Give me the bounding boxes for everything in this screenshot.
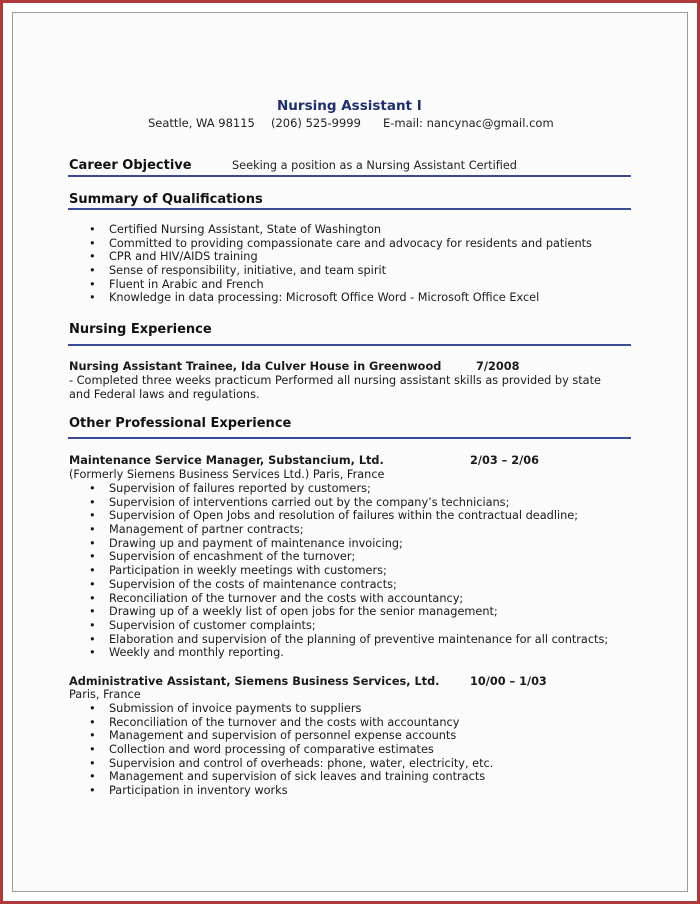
list-item-text: Sense of responsibility, initiative, and team spirit (109, 264, 387, 278)
list-item-text: Collection and word processing of comparative estimates (109, 743, 434, 757)
list-item-text: Supervision of interventions carried out by the company’s technicians; (109, 495, 510, 509)
list-item-text: Knowledge in data processing: Microsoft Office Word - Microsoft Office Excel (109, 291, 540, 305)
list-item-text: Supervision of the costs of maintenance contracts; (109, 577, 397, 591)
bullet-icon: • (89, 618, 96, 632)
career-objective-text: Seeking a position as a Nursing Assistant Certified (232, 159, 517, 172)
bullet-icon: • (89, 495, 96, 509)
list-item-text: Certified Nursing Assistant, State of Washington (109, 223, 382, 236)
section-divider (68, 208, 631, 210)
bullet-icon: • (89, 236, 96, 250)
bullet-icon: • (89, 646, 96, 660)
nursing-job-description: - Completed three weeks practicum Performed all nursing assistant skills as provided by state (69, 374, 601, 387)
bullet-icon: • (89, 591, 96, 605)
section-divider (68, 175, 631, 177)
bullet-icon: • (89, 264, 96, 278)
section-divider (68, 437, 631, 439)
list-item-text: Management and supervision of sick leaves and training contracts (109, 770, 486, 784)
bullet-icon: • (89, 702, 96, 715)
job-subtitle: Paris, France (69, 688, 141, 701)
list-item-text: Drawing up of a weekly list of open jobs for the senior management; (109, 605, 498, 619)
list-item-text: Supervision of Open Jobs and resolution of failures within the contractual deadline; (109, 509, 579, 523)
list-item-text: Weekly and monthly reporting. (109, 646, 284, 660)
list-item-text: Supervision of failures reported by customers; (109, 482, 371, 495)
nursing-job-description-cont: and Federal laws and regulations. (69, 388, 260, 401)
nursing-job-title: Nursing Assistant Trainee, Ida Culver House in Greenwood (69, 360, 442, 373)
contact-location: Seattle, WA 98115 (148, 116, 255, 130)
bullet-icon: • (89, 277, 96, 291)
bullet-icon: • (89, 564, 96, 578)
bullet-icon: • (89, 756, 96, 770)
bullet-icon: • (89, 605, 96, 619)
list-item-text: CPR and HIV/AIDS training (109, 250, 258, 264)
career-objective-heading: Career Objective (69, 158, 192, 173)
list-item-text: Fluent in Arabic and French (109, 277, 264, 291)
other-experience-heading: Other Professional Experience (69, 416, 292, 431)
nursing-job-dates: 7/2008 (476, 360, 520, 373)
list-item-text: Supervision and control of overheads: phone, water, electricity, etc. (109, 756, 494, 770)
list-item-text: Supervision of customer complaints; (109, 618, 316, 632)
job-subtitle: (Formerly Siemens Business Services Ltd.) Paris, France (69, 468, 385, 481)
list-item-text: Participation in weekly meetings with customers; (109, 564, 387, 578)
resume-title: Nursing Assistant I (277, 98, 422, 114)
section-divider (68, 344, 631, 346)
job-dates: 2/03 – 2/06 (470, 454, 539, 467)
list-item-text: Supervision of encashment of the turnover; (109, 550, 356, 564)
bullet-icon: • (89, 784, 96, 798)
nursing-experience-heading: Nursing Experience (69, 322, 212, 337)
job-title: Administrative Assistant, Siemens Business Services, Ltd. (69, 675, 440, 688)
list-item-text: Committed to providing compassionate care and advocacy for residents and patients (109, 236, 592, 250)
bullet-icon: • (89, 632, 96, 646)
bullet-icon: • (89, 509, 96, 523)
bullet-icon: • (89, 729, 96, 743)
bullet-icon: • (89, 715, 96, 729)
list-item-text: Participation in inventory works (109, 784, 288, 798)
list-item-text: Elaboration and supervision of the planning of preventive maintenance for all contracts; (109, 632, 609, 646)
bullet-icon: • (89, 482, 96, 495)
list-item-text: Management of partner contracts; (109, 523, 304, 537)
bullet-icon: • (89, 250, 96, 264)
contact-email: E-mail: nancynac@gmail.com (383, 116, 554, 130)
bullet-icon: • (89, 550, 96, 564)
job-dates: 10/00 – 1/03 (470, 675, 547, 688)
list-item-text: Drawing up and payment of maintenance invoicing; (109, 536, 403, 550)
list-item-text: Submission of invoice payments to suppliers (109, 702, 362, 715)
list-item-text: Management and supervision of personnel expense accounts (109, 729, 457, 743)
bullet-icon: • (89, 523, 96, 537)
contact-phone: (206) 525-9999 (271, 116, 361, 130)
job-title: Maintenance Service Manager, Substancium, Ltd. (69, 454, 384, 467)
list-item-text: Reconciliation of the turnover and the costs with accountancy (109, 715, 460, 729)
list-item-text: Reconciliation of the turnover and the costs with accountancy; (109, 591, 464, 605)
bullet-icon: • (89, 223, 96, 236)
bullet-icon: • (89, 770, 96, 784)
summary-heading: Summary of Qualifications (69, 192, 263, 207)
bullet-icon: • (89, 577, 96, 591)
bullet-icon: • (89, 743, 96, 757)
bullet-icon: • (89, 536, 96, 550)
bullet-icon: • (89, 291, 96, 305)
